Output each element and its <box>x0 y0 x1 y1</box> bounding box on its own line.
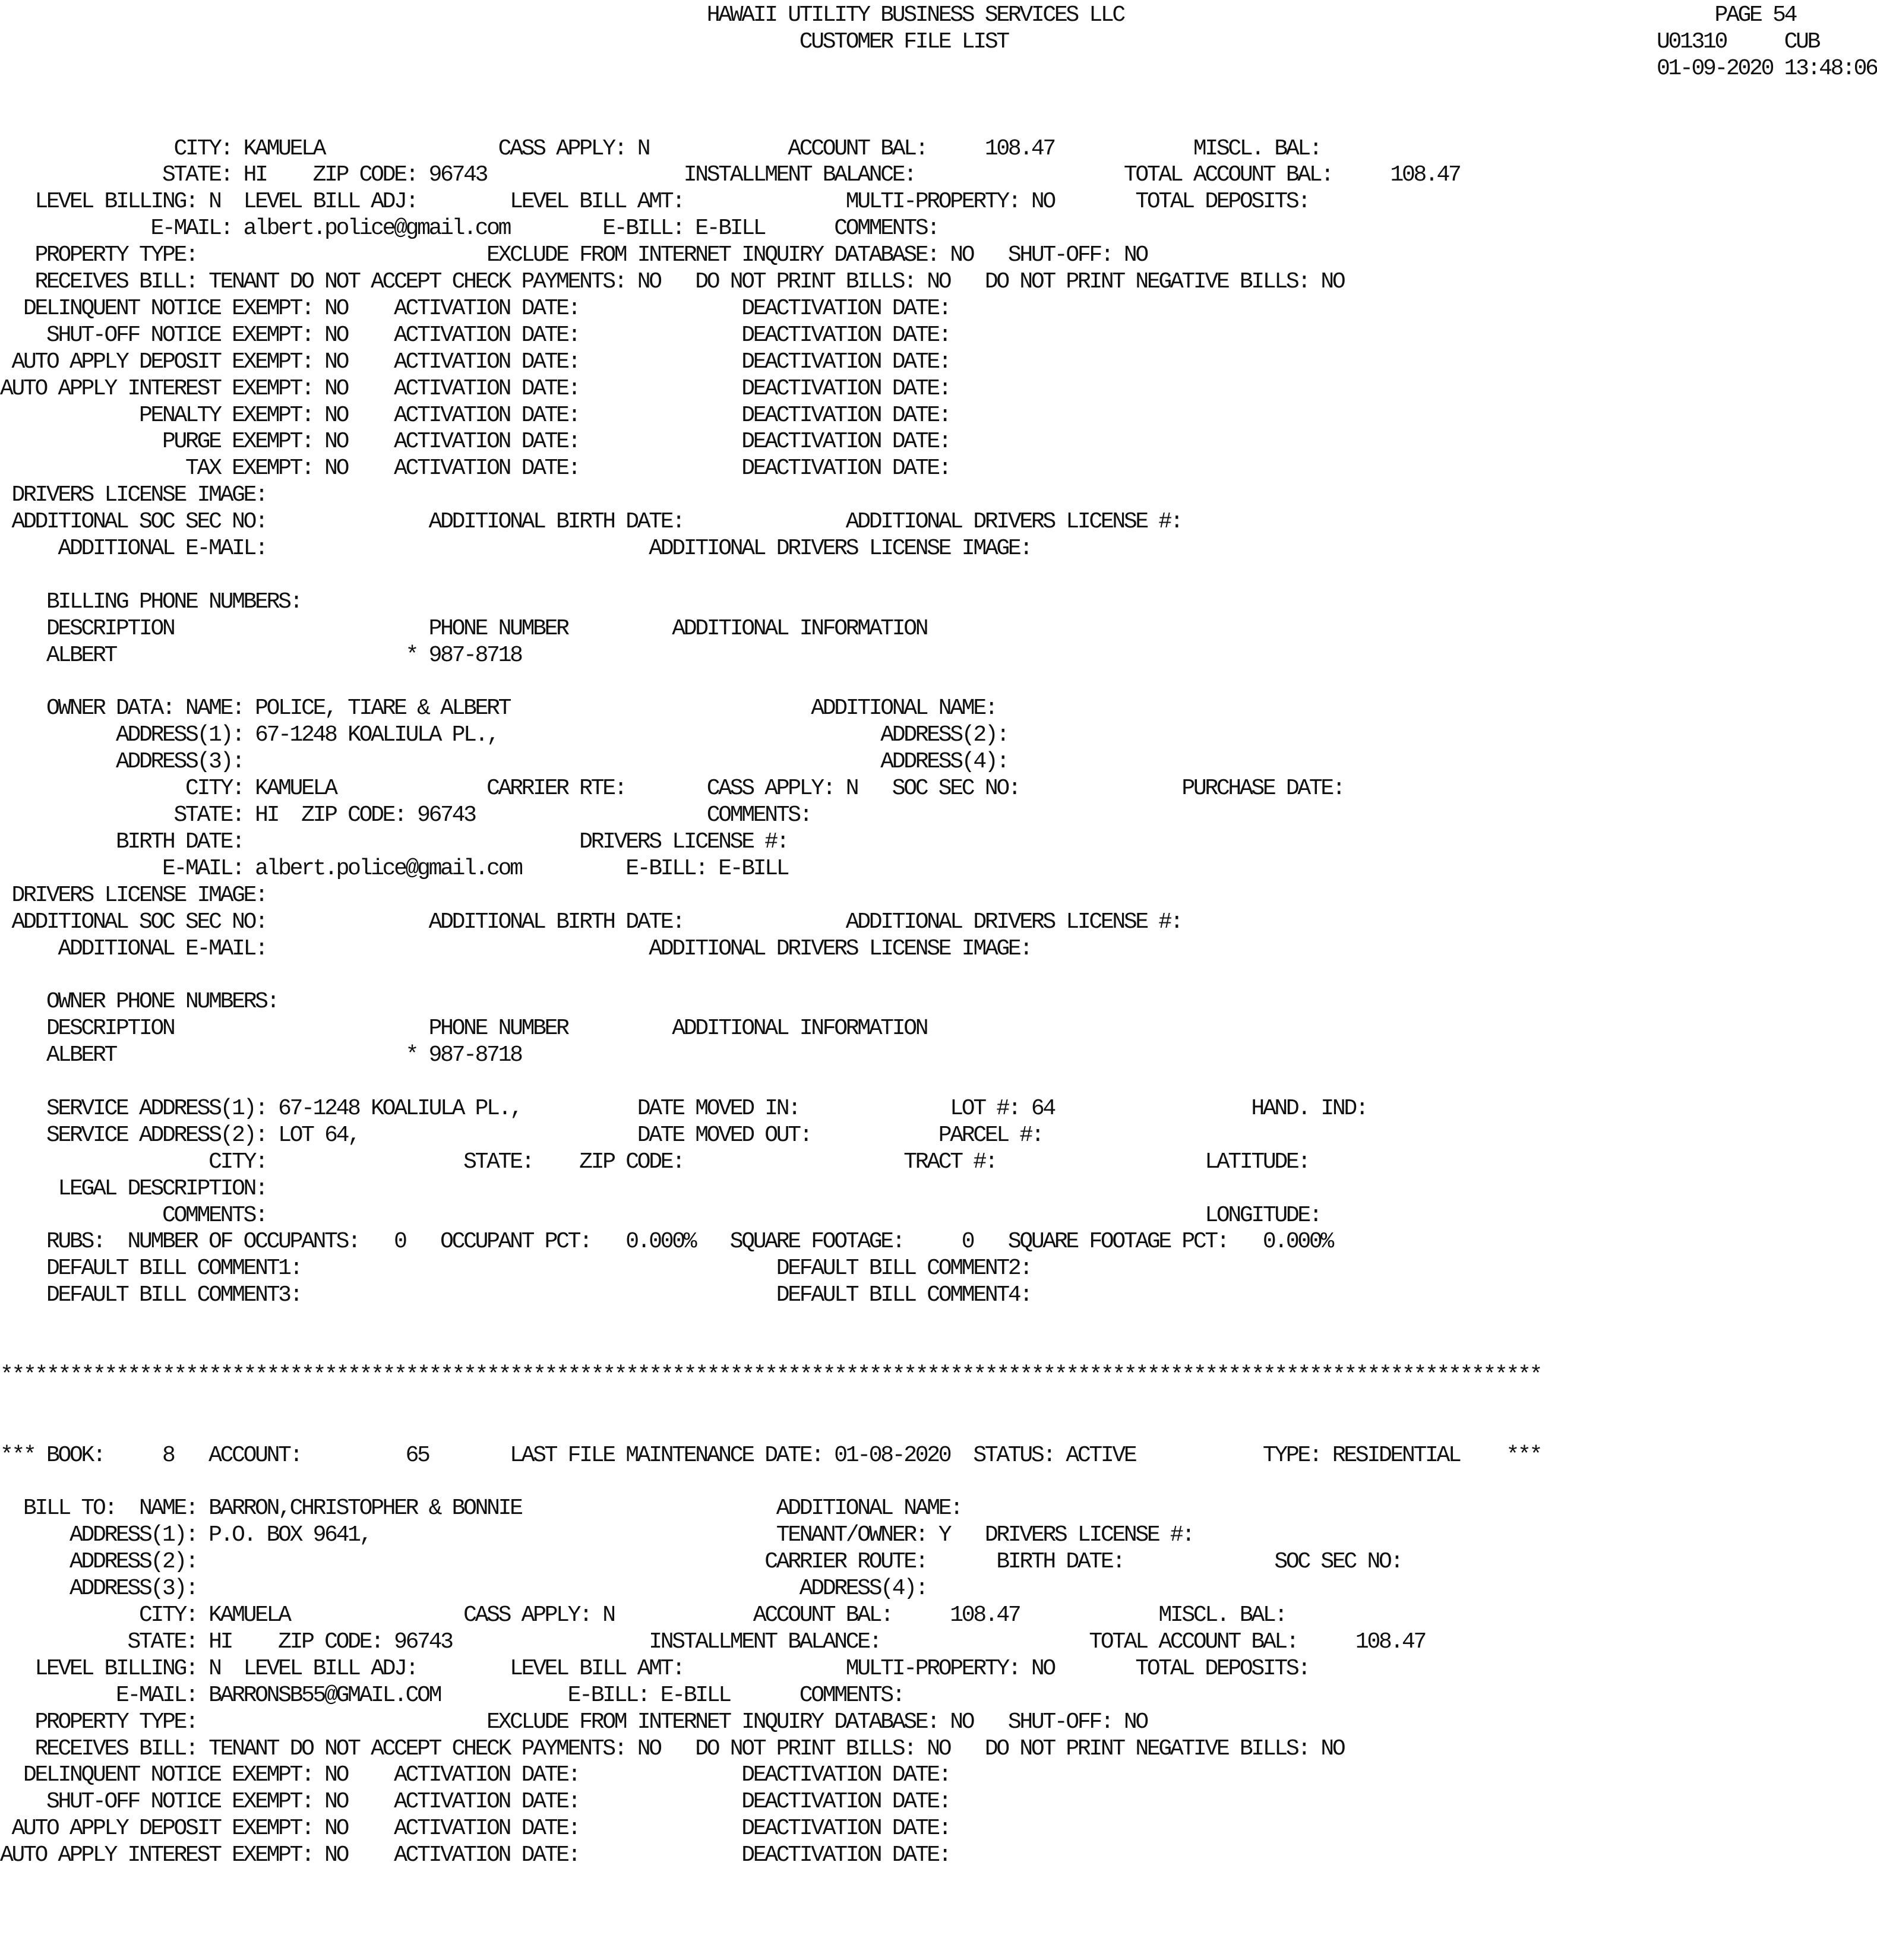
report-line: RECEIVES BILL: TENANT DO NOT ACCEPT CHECK PAYMENTS: NO DO NOT PRINT BILLS: NO DO NOT PRINT NEGATIVE BILLS: NO <box>0 269 1344 295</box>
report-line: STATE: HI ZIP CODE: 96743 COMMENTS: <box>0 802 811 828</box>
report-line: 01-09-2020 13:48:06 <box>0 56 1877 81</box>
report-line: ADDITIONAL SOC SEC NO: ADDITIONAL BIRTH DATE: ADDITIONAL DRIVERS LICENSE #: <box>0 509 1182 535</box>
report-line: LEVEL BILLING: N LEVEL BILL ADJ: LEVEL BILL AMT: MULTI-PROPERTY: NO TOTAL DEPOSITS: <box>0 189 1309 214</box>
report-line: SERVICE ADDRESS(1): 67-1248 KOALIULA PL., DATE MOVED IN: LOT #: 64 HAND. IND: <box>0 1096 1367 1121</box>
report-line: ADDITIONAL E-MAIL: ADDITIONAL DRIVERS LICENSE IMAGE: <box>0 936 1031 962</box>
report-line: DELINQUENT NOTICE EXEMPT: NO ACTIVATION DATE: DEACTIVATION DATE: <box>0 296 950 321</box>
report-line: DEFAULT BILL COMMENT1: DEFAULT BILL COMMENT2: <box>0 1256 1031 1281</box>
report-line: LEVEL BILLING: N LEVEL BILL ADJ: LEVEL BILL AMT: MULTI-PROPERTY: NO TOTAL DEPOSITS: <box>0 1656 1309 1681</box>
report-line: PROPERTY TYPE: EXCLUDE FROM INTERNET INQUIRY DATABASE: NO SHUT-OFF: NO <box>0 242 1147 268</box>
report-line: STATE: HI ZIP CODE: 96743 INSTALLMENT BALANCE: TOTAL ACCOUNT BAL: 108.47 <box>0 1629 1425 1655</box>
report-line: CITY: KAMUELA CASS APPLY: N ACCOUNT BAL: 108.47 MISCL. BAL: <box>0 136 1321 162</box>
report-line: RUBS: NUMBER OF OCCUPANTS: 0 OCCUPANT PCT: 0.000% SQUARE FOOTAGE: 0 SQUARE FOOTAGE PCT: 0.000% <box>0 1229 1332 1254</box>
report-line: AUTO APPLY DEPOSIT EXEMPT: NO ACTIVATION DATE: DEACTIVATION DATE: <box>0 1816 950 1841</box>
report-line: STATE: HI ZIP CODE: 96743 INSTALLMENT BALANCE: TOTAL ACCOUNT BAL: 108.47 <box>0 162 1460 188</box>
report-line: BILL TO: NAME: BARRON,CHRISTOPHER & BONNIE ADDITIONAL NAME: <box>0 1496 962 1521</box>
report-line: HAWAII UTILITY BUSINESS SERVICES LLC PAGE 54 <box>0 2 1796 28</box>
report-line: ************************************************************************************************************************************* <box>0 1362 1541 1388</box>
report-line: COMMENTS: LONGITUDE: <box>0 1203 1321 1228</box>
report-line: OWNER PHONE NUMBERS: <box>0 989 279 1014</box>
report-line: SHUT-OFF NOTICE EXEMPT: NO ACTIVATION DATE: DEACTIVATION DATE: <box>0 1789 950 1814</box>
report-line: TAX EXEMPT: NO ACTIVATION DATE: DEACTIVATION DATE: <box>0 456 950 481</box>
report-line: E-MAIL: albert.police@gmail.com E-BILL: E-BILL COMMENTS: <box>0 216 938 241</box>
report-line: PURGE EXEMPT: NO ACTIVATION DATE: DEACTIVATION DATE: <box>0 429 950 454</box>
report-line: ALBERT * 987-8718 <box>0 643 522 668</box>
report-line: BILLING PHONE NUMBERS: <box>0 589 302 615</box>
report-line: DELINQUENT NOTICE EXEMPT: NO ACTIVATION DATE: DEACTIVATION DATE: <box>0 1762 950 1788</box>
report-line: AUTO APPLY DEPOSIT EXEMPT: NO ACTIVATION DATE: DEACTIVATION DATE: <box>0 349 950 375</box>
report-line: CITY: KAMUELA CARRIER RTE: CASS APPLY: N SOC SEC NO: PURCHASE DATE: <box>0 776 1344 801</box>
report-line: ADDRESS(1): 67-1248 KOALIULA PL., ADDRESS(2): <box>0 722 1008 748</box>
report-line: DEFAULT BILL COMMENT3: DEFAULT BILL COMMENT4: <box>0 1282 1031 1308</box>
report-line: DESCRIPTION PHONE NUMBER ADDITIONAL INFORMATION <box>0 1016 927 1041</box>
report-line: LEGAL DESCRIPTION: <box>0 1176 267 1202</box>
report-line: AUTO APPLY INTEREST EXEMPT: NO ACTIVATION DATE: DEACTIVATION DATE: <box>0 376 950 402</box>
report-line: SERVICE ADDRESS(2): LOT 64, DATE MOVED OUT: PARCEL #: <box>0 1123 1043 1148</box>
report-line: SHUT-OFF NOTICE EXEMPT: NO ACTIVATION DATE: DEACTIVATION DATE: <box>0 323 950 348</box>
report-line: ADDITIONAL E-MAIL: ADDITIONAL DRIVERS LICENSE IMAGE: <box>0 536 1031 561</box>
report-line: ADDRESS(2): CARRIER ROUTE: BIRTH DATE: SOC SEC NO: <box>0 1549 1402 1575</box>
report-line: AUTO APPLY INTEREST EXEMPT: NO ACTIVATION DATE: DEACTIVATION DATE: <box>0 1842 950 1868</box>
report-line: ADDRESS(3): ADDRESS(4): <box>0 749 1008 774</box>
report-line: PROPERTY TYPE: EXCLUDE FROM INTERNET INQUIRY DATABASE: NO SHUT-OFF: NO <box>0 1709 1147 1735</box>
report-line: ALBERT * 987-8718 <box>0 1042 522 1068</box>
report-line: ADDITIONAL SOC SEC NO: ADDITIONAL BIRTH DATE: ADDITIONAL DRIVERS LICENSE #: <box>0 909 1182 935</box>
report-line: OWNER DATA: NAME: POLICE, TIARE & ALBERT ADDITIONAL NAME: <box>0 696 997 721</box>
report-line: ADDRESS(1): P.O. BOX 9641, TENANT/OWNER: Y DRIVERS LICENSE #: <box>0 1522 1193 1548</box>
report-line: CITY: KAMUELA CASS APPLY: N ACCOUNT BAL: 108.47 MISCL. BAL: <box>0 1602 1286 1628</box>
report-line: DRIVERS LICENSE IMAGE: <box>0 883 267 908</box>
report-line: CUSTOMER FILE LIST U01310 CUB <box>0 29 1819 55</box>
report-line: *** BOOK: 8 ACCOUNT: 65 LAST FILE MAINTENANCE DATE: 01-08-2020 STATUS: ACTIVE TYPE: RESIDENTIAL *** <box>0 1443 1541 1468</box>
report-line: CITY: STATE: ZIP CODE: TRACT #: LATITUDE: <box>0 1149 1309 1175</box>
report-line: E-MAIL: albert.police@gmail.com E-BILL: E-BILL <box>0 856 788 881</box>
report-line: RECEIVES BILL: TENANT DO NOT ACCEPT CHECK PAYMENTS: NO DO NOT PRINT BILLS: NO DO NOT PRINT NEGATIVE BILLS: NO <box>0 1736 1344 1762</box>
report-line: DESCRIPTION PHONE NUMBER ADDITIONAL INFORMATION <box>0 616 927 641</box>
report-line: ADDRESS(3): ADDRESS(4): <box>0 1576 927 1601</box>
report-line: BIRTH DATE: DRIVERS LICENSE #: <box>0 829 788 855</box>
report-line: DRIVERS LICENSE IMAGE: <box>0 482 267 508</box>
report-line: PENALTY EXEMPT: NO ACTIVATION DATE: DEACTIVATION DATE: <box>0 403 950 428</box>
report-line: E-MAIL: BARRONSB55@GMAIL.COM E-BILL: E-BILL COMMENTS: <box>0 1683 904 1708</box>
